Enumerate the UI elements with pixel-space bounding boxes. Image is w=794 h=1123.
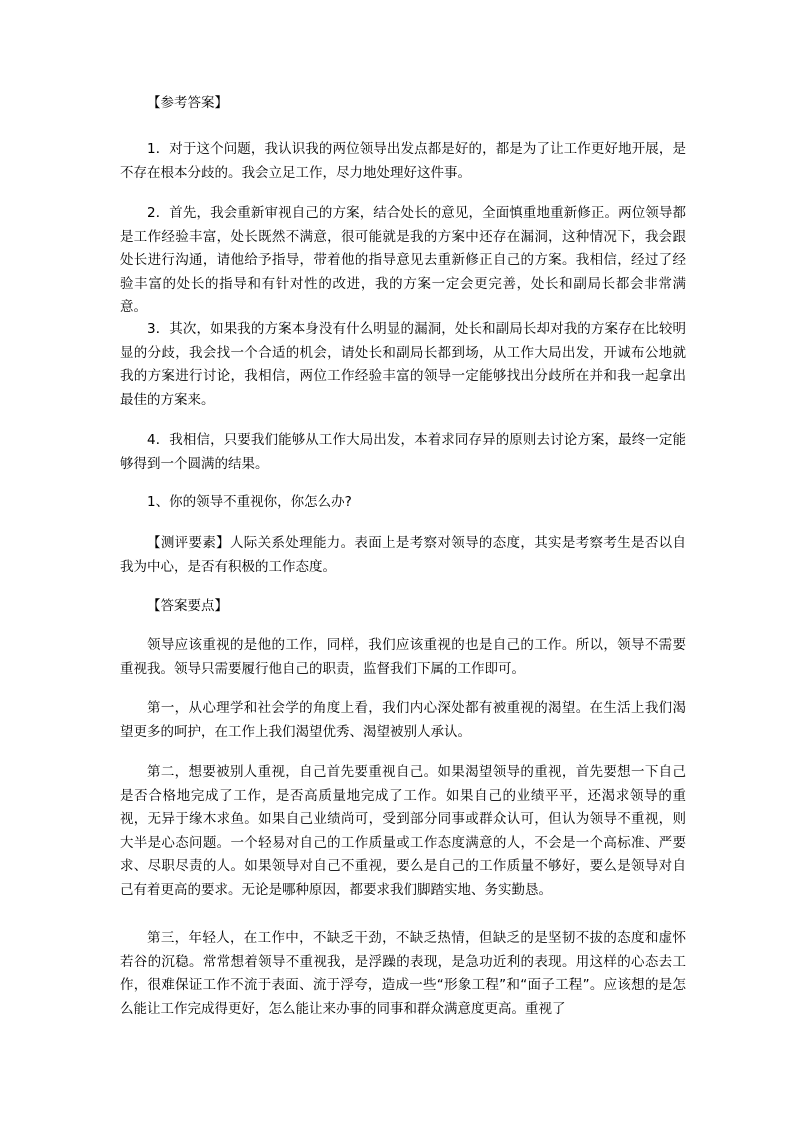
question-title: 1、你的领导不重视你，你怎么办? (147, 494, 352, 510)
answer-point-4: 4．我相信，只要我们能够从工作大局出发，本着求同存异的原则去讨论方案，最终一定能够得到一个圆满的结果。 (120, 432, 686, 472)
key-point-second: 第二，想要被别人重视，自己首先要重视自己。如果渴望领导的重视，首先要想一下自己是否合格地完成了工作，是否高质量地完成了工作。如果自己的业绩平平，还渴求领导的重视，无异于缘木求鱼。如果自己业绩尚可，受到部分同事或群众认可，但认为领导不重视，则大半是心态问题。一个轻易对自己的工作质量或工作态度满意的人，不会是一个高标准、严要求、尽职尽责的人。如果领导对自己不重视，要么是自己的工作质量不够好，要么是领导对自己有着更高的要求。无论是哪种原因，都要求我们脚踏实地、务实勤恳。 (120, 764, 686, 898)
evaluation-elements: 【测评要素】人际关系处理能力。表面上是考察对领导的态度，其实是考察考生是否以自我为中心，是否有积极的工作态度。 (120, 535, 686, 575)
answer-key-points-heading: 【答案要点】 (147, 598, 228, 614)
reference-answer-heading: 【参考答案】 (147, 95, 228, 111)
key-point-first: 第一，从心理学和社会学的角度上看，我们内心深处都有被重视的渴望。在生活上我们渴望更多的呵护，在工作上我们渴望优秀、渴望被别人承认。 (120, 700, 686, 740)
answer-point-3: 3．其次，如果我的方案本身没有什么明显的漏洞，处长和副局长却对我的方案存在比较明显的分歧，我会找一个合适的机会，请处长和副局长都到场，从工作大局出发，开诚布公地就我的方案进行讨论，我相信，两位工作经验丰富的领导一定能够找出分歧所在并和我一起拿出最佳的方案来。 (120, 321, 686, 408)
answer-point-2: 2．首先，我会重新审视自己的方案，结合处长的意见，全面慎重地重新修正。两位领导都是工作经验丰富，处长既然不满意，很可能就是我的方案中还存在漏洞，这种情况下，我会跟处长进行沟通，请他给予指导，带着他的指导意见去重新修正自己的方案。我相信，经过了经验丰富的处长的指导和有针对性的改进，我的方案一定会更完善，处长和副局长都会非常满意。 (120, 205, 686, 315)
answer-point-1: 1．对于这个问题，我认识我的两位领导出发点都是好的，都是为了让工作更好地开展，是不存在根本分歧的。我会立足工作，尽力地处理好这件事。 (120, 141, 686, 181)
key-point-third: 第三，年轻人，在工作中，不缺乏干劲，不缺乏热情，但缺乏的是坚韧不拔的态度和虚怀若谷的沉稳。常常想着领导不重视我，是浮躁的表现，是急功近利的表现。用这样的心态去工作，很难保证工作不流于表面、流于浮夸，造成一些“形象工程”和“面子工程”。应该想的是怎么能让工作完成得更好，怎么能让来办事的同事和群众满意度更高。重视了 (120, 930, 686, 1017)
key-point-intro: 领导应该重视的是他的工作，同样，我们应该重视的也是自己的工作。所以，领导不需要重视我。领导只需要履行他自己的职责，监督我们下属的工作即可。 (120, 637, 686, 677)
